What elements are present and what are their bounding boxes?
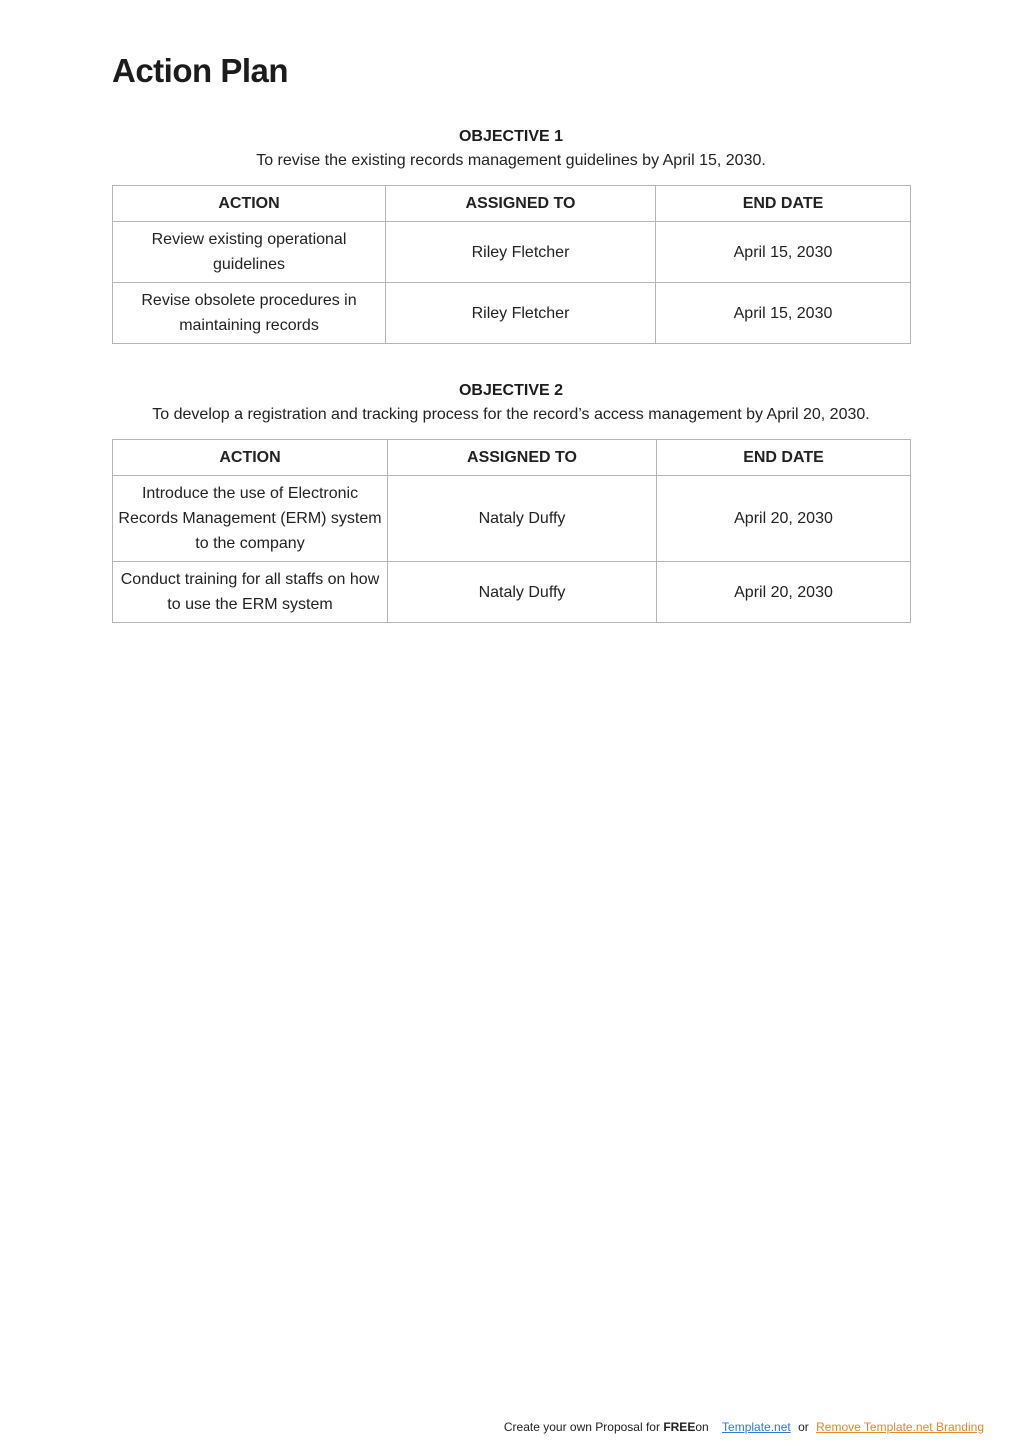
- template-net-link[interactable]: Template.net: [722, 1420, 791, 1434]
- end-date-cell: April 15, 2030: [656, 222, 911, 283]
- footer-or: or: [798, 1420, 809, 1434]
- table-header-row: [113, 186, 911, 222]
- assigned-to-cell: Nataly Duffy: [388, 562, 657, 623]
- footer-free: FREE: [663, 1420, 696, 1434]
- table-row: [113, 283, 911, 344]
- action-table: [112, 185, 911, 344]
- action-table: [112, 439, 911, 623]
- page-title: Action Plan: [112, 52, 289, 89]
- objective-heading: OBJECTIVE 1: [458, 128, 564, 145]
- end-date-cell: April 15, 2030: [656, 283, 911, 344]
- objective-description: To revise the existing records management guidelines by April 15, 2030.: [256, 152, 766, 169]
- column-header-action: ACTION: [113, 440, 388, 476]
- action-cell: Revise obsolete procedures in maintaining records: [113, 283, 386, 344]
- assigned-to-cell: Riley Fletcher: [386, 222, 656, 283]
- action-cell: Introduce the use of Electronic Records Management (ERM) system to the company: [113, 476, 388, 562]
- action-cell: Review existing operational guidelines: [113, 222, 386, 283]
- footer-on: on: [695, 1420, 709, 1434]
- column-header-end-date: END DATE: [657, 440, 911, 476]
- action-cell: Conduct training for all staffs on how to use the ERM system: [113, 562, 388, 623]
- end-date-cell: April 20, 2030: [657, 476, 911, 562]
- column-header-end-date: END DATE: [656, 186, 911, 222]
- column-header-action: ACTION: [113, 186, 386, 222]
- table-row: [113, 222, 911, 283]
- assigned-to-cell: Riley Fletcher: [386, 283, 656, 344]
- table-row: [113, 476, 911, 562]
- footer-branding: [504, 1418, 984, 1436]
- table-row: [113, 562, 911, 623]
- end-date-cell: April 20, 2030: [657, 562, 911, 623]
- objective-section: [112, 126, 910, 344]
- remove-branding-link[interactable]: Remove Template.net Branding: [816, 1420, 984, 1434]
- column-header-assigned-to: ASSIGNED TO: [388, 440, 657, 476]
- objective-description: To develop a registration and tracking process for the record’s access management by April 20, 2030.: [152, 406, 870, 423]
- table-header-row: [113, 440, 911, 476]
- objective-section: [112, 380, 910, 623]
- assigned-to-cell: Nataly Duffy: [388, 476, 657, 562]
- objective-heading: OBJECTIVE 2: [458, 382, 564, 399]
- column-header-assigned-to: ASSIGNED TO: [386, 186, 656, 222]
- footer-prefix: Create your own Proposal for: [503, 1420, 660, 1434]
